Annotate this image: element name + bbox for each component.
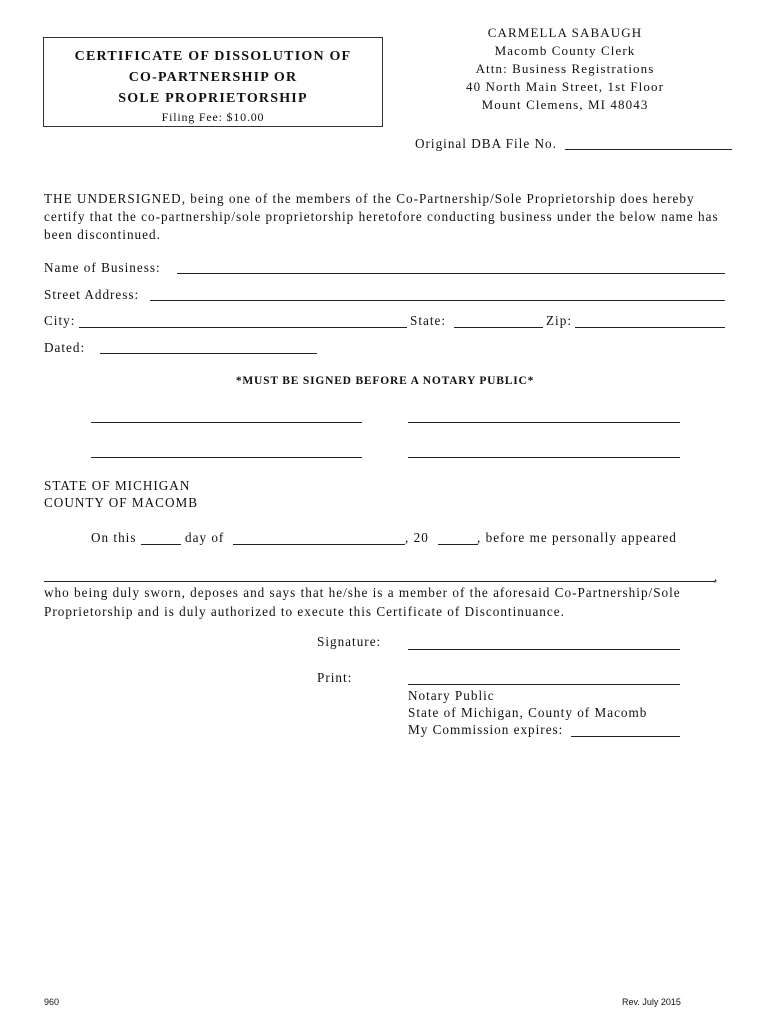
form-title-line-2: CO-PARTNERSHIP OR xyxy=(128,70,298,85)
ack-year-field[interactable] xyxy=(438,544,478,545)
ack-year-prefix: , 20 xyxy=(405,530,429,545)
state-label: State: xyxy=(410,313,447,328)
ack-on-this: On this xyxy=(91,530,137,545)
clerk-street: 40 North Main Street, 1st Floor xyxy=(465,79,665,94)
clerk-office: Macomb County Clerk xyxy=(494,43,636,58)
dba-file-label: Original DBA File No. xyxy=(415,136,557,151)
notary-public-label: Notary Public xyxy=(408,688,495,703)
state-field[interactable] xyxy=(454,327,543,328)
form-title-box xyxy=(43,37,383,127)
street-address-field[interactable] xyxy=(150,300,725,301)
form-title-line-3: SOLE PROPRIETORSHIP xyxy=(118,91,308,106)
signature-line-4[interactable] xyxy=(408,457,680,458)
city-label: City: xyxy=(44,313,76,328)
clerk-address xyxy=(455,24,675,114)
notary-state-county: State of Michigan, County of Macomb xyxy=(408,705,648,720)
form-number: 960 xyxy=(44,997,60,1007)
commission-label: My Commission expires: xyxy=(408,722,564,737)
venue-county: COUNTY OF MACOMB xyxy=(44,495,198,510)
business-name-label: Name of Business: xyxy=(44,260,161,275)
street-address-label: Street Address: xyxy=(44,287,140,302)
ack-day-field[interactable] xyxy=(141,544,181,545)
zip-label: Zip: xyxy=(546,313,572,328)
signature-label: Signature: xyxy=(317,634,382,649)
city-field[interactable] xyxy=(79,327,407,328)
venue-state: STATE OF MICHIGAN xyxy=(44,478,191,493)
dated-label: Dated: xyxy=(44,340,86,355)
dated-field[interactable] xyxy=(100,353,317,354)
business-name-field[interactable] xyxy=(177,273,725,274)
ack-sworn-text: who being duly sworn, deposes and says that he/she is a member of the aforesaid Co-Partnership/Sole Proprietorship and is duly authorized to execute this Certificate of Discontinuance. xyxy=(44,585,681,619)
ack-comma: , xyxy=(714,569,719,584)
notary-notice: *MUST BE SIGNED BEFORE A NOTARY PUBLIC* xyxy=(235,375,535,387)
form-title-line-1: CERTIFICATE OF DISSOLUTION OF xyxy=(74,49,352,64)
signature-line-3[interactable] xyxy=(91,457,362,458)
revision-date: Rev. July 2015 xyxy=(622,997,681,1007)
filing-fee: Filing Fee: $10.00 xyxy=(161,110,265,124)
notary-print-field[interactable] xyxy=(408,684,680,685)
dba-file-field[interactable] xyxy=(565,149,732,150)
signature-line-2[interactable] xyxy=(408,422,680,423)
print-label: Print: xyxy=(317,670,353,685)
notary-signature-field[interactable] xyxy=(408,649,680,650)
ack-day-of: day of xyxy=(185,530,225,545)
clerk-city: Mount Clemens, MI 48043 xyxy=(481,97,649,112)
signature-line-1[interactable] xyxy=(91,422,362,423)
zip-field[interactable] xyxy=(575,327,725,328)
commission-expires-field[interactable] xyxy=(571,736,680,737)
clerk-name: CARMELLA SABAUGH xyxy=(487,25,643,40)
ack-person-field[interactable] xyxy=(44,581,715,582)
clerk-attn: Attn: Business Registrations xyxy=(475,61,655,76)
ack-month-field[interactable] xyxy=(233,544,405,545)
ack-appeared: , before me personally appeared xyxy=(477,530,677,545)
intro-paragraph: THE UNDERSIGNED, being one of the members of the Co-Partnership/Sole Proprietorship does hereby certify that the co-partnership/sole proprietorship heretofore conducting business under the below name has been discontinued. xyxy=(44,191,719,242)
